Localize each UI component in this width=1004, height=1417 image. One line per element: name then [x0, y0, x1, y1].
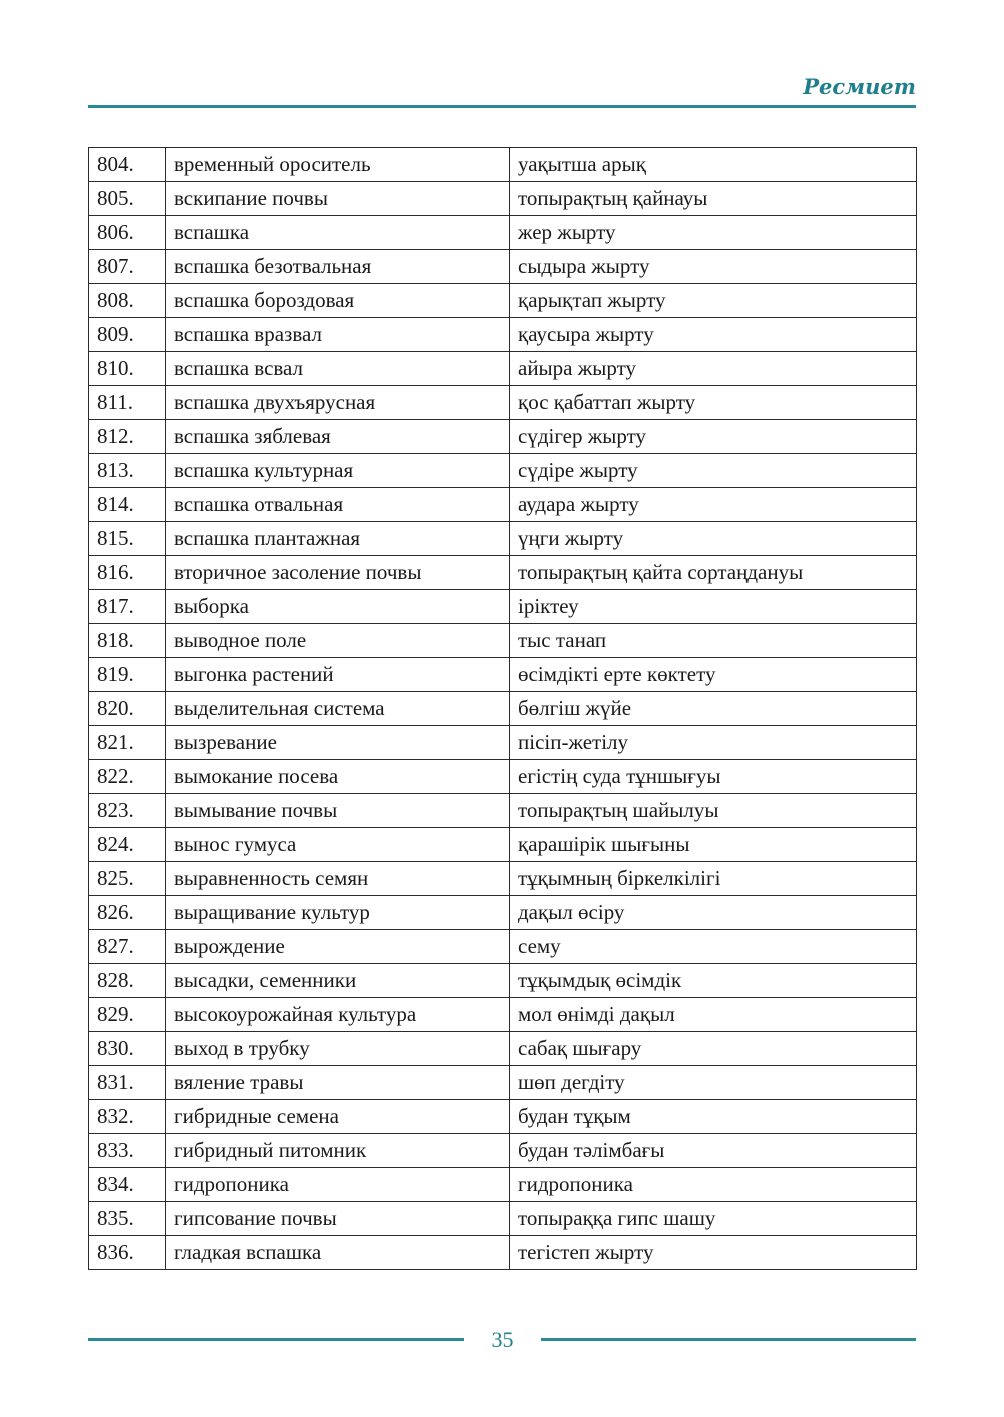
- footer-rule-left: [88, 1338, 464, 1341]
- table-row: [89, 794, 917, 828]
- russian-term: гипсование почвы: [166, 1202, 510, 1236]
- russian-term: выход в трубку: [166, 1032, 510, 1066]
- russian-term: выгонка растений: [166, 658, 510, 692]
- entry-number: 825.: [89, 862, 166, 896]
- kazakh-term: тұқымдық өсімдік: [510, 964, 917, 998]
- kazakh-term: қарықтап жырту: [510, 284, 917, 318]
- table-row: [89, 658, 917, 692]
- table-row: [89, 556, 917, 590]
- table-row: [89, 1032, 917, 1066]
- table-row: [89, 1168, 917, 1202]
- kazakh-term: пісіп-жетілу: [510, 726, 917, 760]
- kazakh-term: гидропоника: [510, 1168, 917, 1202]
- entry-number: 826.: [89, 896, 166, 930]
- entry-number: 811.: [89, 386, 166, 420]
- russian-term: вспашка культурная: [166, 454, 510, 488]
- kazakh-term: қарашірік шығыны: [510, 828, 917, 862]
- table-row: [89, 862, 917, 896]
- entry-number: 809.: [89, 318, 166, 352]
- table-row: [89, 488, 917, 522]
- glossary-table: [88, 147, 917, 1270]
- russian-term: временный ороситель: [166, 148, 510, 182]
- russian-term: вторичное засоление почвы: [166, 556, 510, 590]
- russian-term: высокоурожайная культура: [166, 998, 510, 1032]
- entry-number: 817.: [89, 590, 166, 624]
- kazakh-term: топырақтың қайта сортаңдануы: [510, 556, 917, 590]
- russian-term: вызревание: [166, 726, 510, 760]
- kazakh-term: іріктеу: [510, 590, 917, 624]
- table-row: [89, 828, 917, 862]
- table-row: [89, 1134, 917, 1168]
- entry-number: 834.: [89, 1168, 166, 1202]
- table-row: [89, 250, 917, 284]
- table-row: [89, 760, 917, 794]
- table-row: [89, 1100, 917, 1134]
- russian-term: высадки, семенники: [166, 964, 510, 998]
- kazakh-term: бөлгіш жүйе: [510, 692, 917, 726]
- table-row: [89, 454, 917, 488]
- entry-number: 823.: [89, 794, 166, 828]
- russian-term: вспашка зяблевая: [166, 420, 510, 454]
- russian-term: вспашка вразвал: [166, 318, 510, 352]
- kazakh-term: сему: [510, 930, 917, 964]
- kazakh-term: топыраққа гипс шашу: [510, 1202, 917, 1236]
- kazakh-term: қос қабаттап жырту: [510, 386, 917, 420]
- kazakh-term: сүдігер жырту: [510, 420, 917, 454]
- kazakh-term: мол өнімді дақыл: [510, 998, 917, 1032]
- entry-number: 821.: [89, 726, 166, 760]
- kazakh-term: сыдыра жырту: [510, 250, 917, 284]
- entry-number: 819.: [89, 658, 166, 692]
- russian-term: вымывание почвы: [166, 794, 510, 828]
- kazakh-term: өсімдікті ерте көктету: [510, 658, 917, 692]
- header-rule: [88, 105, 916, 108]
- kazakh-term: топырақтың шайылуы: [510, 794, 917, 828]
- russian-term: гладкая вспашка: [166, 1236, 510, 1270]
- russian-term: вскипание почвы: [166, 182, 510, 216]
- table-row: [89, 964, 917, 998]
- glossary-table-body: [89, 148, 917, 1270]
- kazakh-term: тұқымның біркелкілігі: [510, 862, 917, 896]
- entry-number: 810.: [89, 352, 166, 386]
- section-title: Ресмиет: [803, 74, 916, 99]
- kazakh-term: қаусыра жырту: [510, 318, 917, 352]
- entry-number: 808.: [89, 284, 166, 318]
- russian-term: вспашка двухъярусная: [166, 386, 510, 420]
- kazakh-term: будан тұқым: [510, 1100, 917, 1134]
- entry-number: 816.: [89, 556, 166, 590]
- table-row: [89, 896, 917, 930]
- entry-number: 828.: [89, 964, 166, 998]
- kazakh-term: үңги жырту: [510, 522, 917, 556]
- russian-term: вымокание посева: [166, 760, 510, 794]
- entry-number: 820.: [89, 692, 166, 726]
- footer-rule-right: [541, 1338, 916, 1341]
- entry-number: 804.: [89, 148, 166, 182]
- russian-term: вспашка бороздовая: [166, 284, 510, 318]
- entry-number: 812.: [89, 420, 166, 454]
- entry-number: 806.: [89, 216, 166, 250]
- kazakh-term: аудара жырту: [510, 488, 917, 522]
- entry-number: 832.: [89, 1100, 166, 1134]
- entry-number: 815.: [89, 522, 166, 556]
- russian-term: вспашка плантажная: [166, 522, 510, 556]
- table-row: [89, 1236, 917, 1270]
- russian-term: вынос гумуса: [166, 828, 510, 862]
- kazakh-term: топырақтың қайнауы: [510, 182, 917, 216]
- russian-term: выделительная система: [166, 692, 510, 726]
- table-row: [89, 1066, 917, 1100]
- kazakh-term: жер жырту: [510, 216, 917, 250]
- table-row: [89, 726, 917, 760]
- page-number: 35: [491, 1327, 514, 1352]
- entry-number: 830.: [89, 1032, 166, 1066]
- russian-term: гибридные семена: [166, 1100, 510, 1134]
- kazakh-term: уақытша арық: [510, 148, 917, 182]
- table-row: [89, 420, 917, 454]
- table-row: [89, 1202, 917, 1236]
- entry-number: 807.: [89, 250, 166, 284]
- page-header: [88, 70, 916, 108]
- kazakh-term: сүдіре жырту: [510, 454, 917, 488]
- entry-number: 813.: [89, 454, 166, 488]
- russian-term: вспашка всвал: [166, 352, 510, 386]
- entry-number: 824.: [89, 828, 166, 862]
- kazakh-term: тегістеп жырту: [510, 1236, 917, 1270]
- entry-number: 814.: [89, 488, 166, 522]
- entry-number: 835.: [89, 1202, 166, 1236]
- table-row: [89, 930, 917, 964]
- kazakh-term: будан тәлімбағы: [510, 1134, 917, 1168]
- russian-term: выращивание культур: [166, 896, 510, 930]
- russian-term: вспашка отвальная: [166, 488, 510, 522]
- entry-number: 836.: [89, 1236, 166, 1270]
- entry-number: 822.: [89, 760, 166, 794]
- table-row: [89, 182, 917, 216]
- kazakh-term: тыс танап: [510, 624, 917, 658]
- table-row: [89, 216, 917, 250]
- table-row: [89, 284, 917, 318]
- kazakh-term: дақыл өсіру: [510, 896, 917, 930]
- russian-term: выравненность семян: [166, 862, 510, 896]
- table-row: [89, 624, 917, 658]
- table-row: [89, 318, 917, 352]
- russian-term: вспашка безотвальная: [166, 250, 510, 284]
- entry-number: 818.: [89, 624, 166, 658]
- russian-term: гибридный питомник: [166, 1134, 510, 1168]
- entry-number: 805.: [89, 182, 166, 216]
- entry-number: 831.: [89, 1066, 166, 1100]
- kazakh-term: айыра жырту: [510, 352, 917, 386]
- table-row: [89, 148, 917, 182]
- russian-term: вяление травы: [166, 1066, 510, 1100]
- russian-term: вырождение: [166, 930, 510, 964]
- table-row: [89, 522, 917, 556]
- russian-term: вспашка: [166, 216, 510, 250]
- kazakh-term: шөп дегдіту: [510, 1066, 917, 1100]
- russian-term: гидропоника: [166, 1168, 510, 1202]
- russian-term: выборка: [166, 590, 510, 624]
- table-row: [89, 590, 917, 624]
- table-row: [89, 352, 917, 386]
- table-row: [89, 998, 917, 1032]
- table-row: [89, 692, 917, 726]
- kazakh-term: сабақ шығару: [510, 1032, 917, 1066]
- table-row: [89, 386, 917, 420]
- entry-number: 829.: [89, 998, 166, 1032]
- entry-number: 827.: [89, 930, 166, 964]
- kazakh-term: егістің суда тұншығуы: [510, 760, 917, 794]
- entry-number: 833.: [89, 1134, 166, 1168]
- russian-term: выводное поле: [166, 624, 510, 658]
